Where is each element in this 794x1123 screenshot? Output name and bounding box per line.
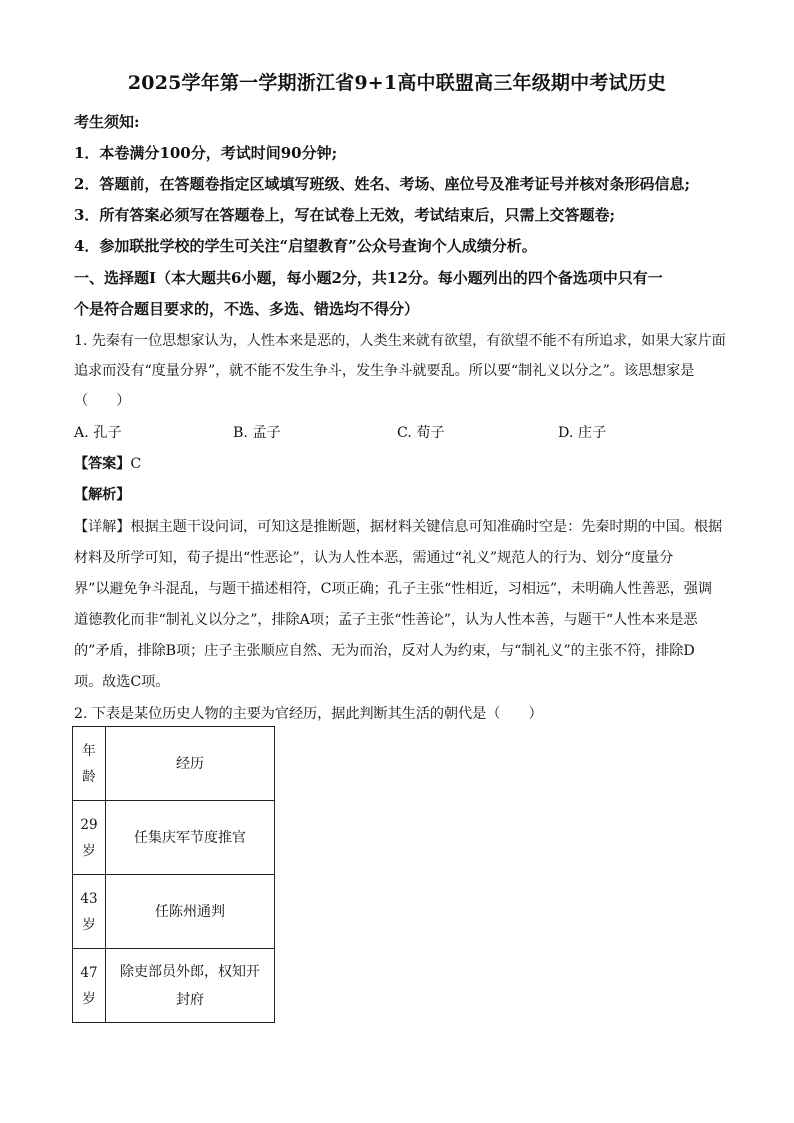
age-number: 29 bbox=[80, 816, 98, 833]
section-heading-line-1: 一、选择题Ⅰ（本大题共6小题，每小题2分，共12分。每小题列出的四个备选项中只有一 bbox=[74, 269, 663, 287]
section-heading-line-2: 个是符合题目要求的，不选、多选、错选均不得分） bbox=[74, 300, 420, 318]
q1-detail-line-1: 【详解】根据主题干设问词，可知这是推断题，据材料关键信息可知准确时空是：先秦时期的中国。根据 bbox=[74, 519, 723, 535]
age-unit: 岁 bbox=[82, 916, 96, 933]
career-table bbox=[72, 726, 275, 1023]
q1-option-c: C. 荀子 bbox=[397, 425, 445, 441]
experience-line: 任陈州通判 bbox=[155, 903, 225, 920]
age-unit: 岁 bbox=[82, 842, 96, 859]
age-number: 47 bbox=[80, 964, 98, 981]
age-cell bbox=[73, 949, 106, 1023]
header-age-cell bbox=[73, 727, 106, 801]
page-title: 2025学年第一学期浙江省9+1高中联盟高三年级期中考试历史 bbox=[127, 72, 667, 94]
q1-detail-line-4: 道德教化而非“制礼义以分之”，排除A项；孟子主张“性善论”，认为人性本善，与题干“人性本来是恶 bbox=[74, 612, 698, 628]
q1-stem-line-1: 1. 先秦有一位思想家认为，人性本来是恶的，人类生来就有欲望，有欲望不能不有所追求，如果大家片面 bbox=[74, 333, 726, 349]
notice-item-2: 2．答题前，在答题卷指定区域填写班级、姓名、考场、座位号及准考证号并核对条形码信息; bbox=[74, 175, 690, 193]
table-header-row bbox=[73, 727, 275, 801]
answer-label: 【答案】 bbox=[74, 456, 131, 472]
table-row bbox=[73, 801, 275, 875]
age-cell bbox=[73, 875, 106, 949]
table-row bbox=[73, 875, 275, 949]
header-age-line-1: 年 bbox=[82, 742, 96, 759]
notice-item-1: 1．本卷满分100分，考试时间90分钟; bbox=[74, 144, 338, 162]
experience-cell bbox=[106, 949, 275, 1023]
q1-detail-line-3: 界”以避免争斗混乱，与题干描述相符，C项正确；孔子主张“性相近，习相远”，未明确人性善恶，强调 bbox=[74, 581, 712, 597]
q1-stem-line-2: 追求而没有“度量分界”，就不能不发生争斗，发生争斗就要乱。所以要“制礼义以分之”。该思想家是 bbox=[74, 363, 695, 379]
q1-detail-line-5: 的”矛盾，排除B项；庄子主张顺应自然、无为而治，反对人为约束，与“制礼义”的主张不符，排除D bbox=[74, 643, 695, 659]
q1-option-d: D. 庄子 bbox=[558, 425, 607, 441]
experience-cell bbox=[106, 875, 275, 949]
notice-item-3: 3．所有答案必须写在答题卷上，写在试卷上无效，考试结束后，只需上交答题卷; bbox=[74, 206, 615, 224]
q1-analysis-label: 【解析】 bbox=[74, 487, 131, 503]
q1-stem-line-3: （ ） bbox=[74, 393, 131, 409]
age-unit: 岁 bbox=[82, 990, 96, 1007]
experience-cell bbox=[106, 801, 275, 875]
experience-line: 除吏部员外郎，权知开 bbox=[120, 963, 260, 980]
age-cell bbox=[73, 801, 106, 875]
experience-line: 封府 bbox=[176, 991, 204, 1008]
q1-option-b: B. 孟子 bbox=[233, 425, 281, 441]
q1-option-a: A. 孔子 bbox=[74, 425, 122, 441]
notice-heading: 考生须知: bbox=[74, 113, 140, 131]
age-number: 43 bbox=[80, 890, 98, 907]
header-experience-cell: 经历 bbox=[106, 727, 275, 801]
q1-detail-line-6: 项。故选C项。 bbox=[74, 674, 170, 690]
q2-stem: 2. 下表是某位历史人物的主要为官经历，据此判断其生活的朝代是（ ） bbox=[74, 706, 543, 722]
header-age-line-2: 龄 bbox=[82, 768, 96, 785]
experience-line: 任集庆军节度推官 bbox=[134, 829, 246, 846]
table-row bbox=[73, 949, 275, 1023]
q1-answer bbox=[74, 453, 724, 473]
answer-value: C bbox=[130, 456, 142, 472]
notice-item-4: 4．参加联批学校的学生可关注“启望教育”公众号查询个人成绩分析。 bbox=[74, 237, 537, 255]
q1-detail-line-2: 材料及所学可知，荀子提出“性恶论”，认为人性本恶，需通过“礼义”规范人的行为、划分“度量分 bbox=[74, 550, 674, 566]
